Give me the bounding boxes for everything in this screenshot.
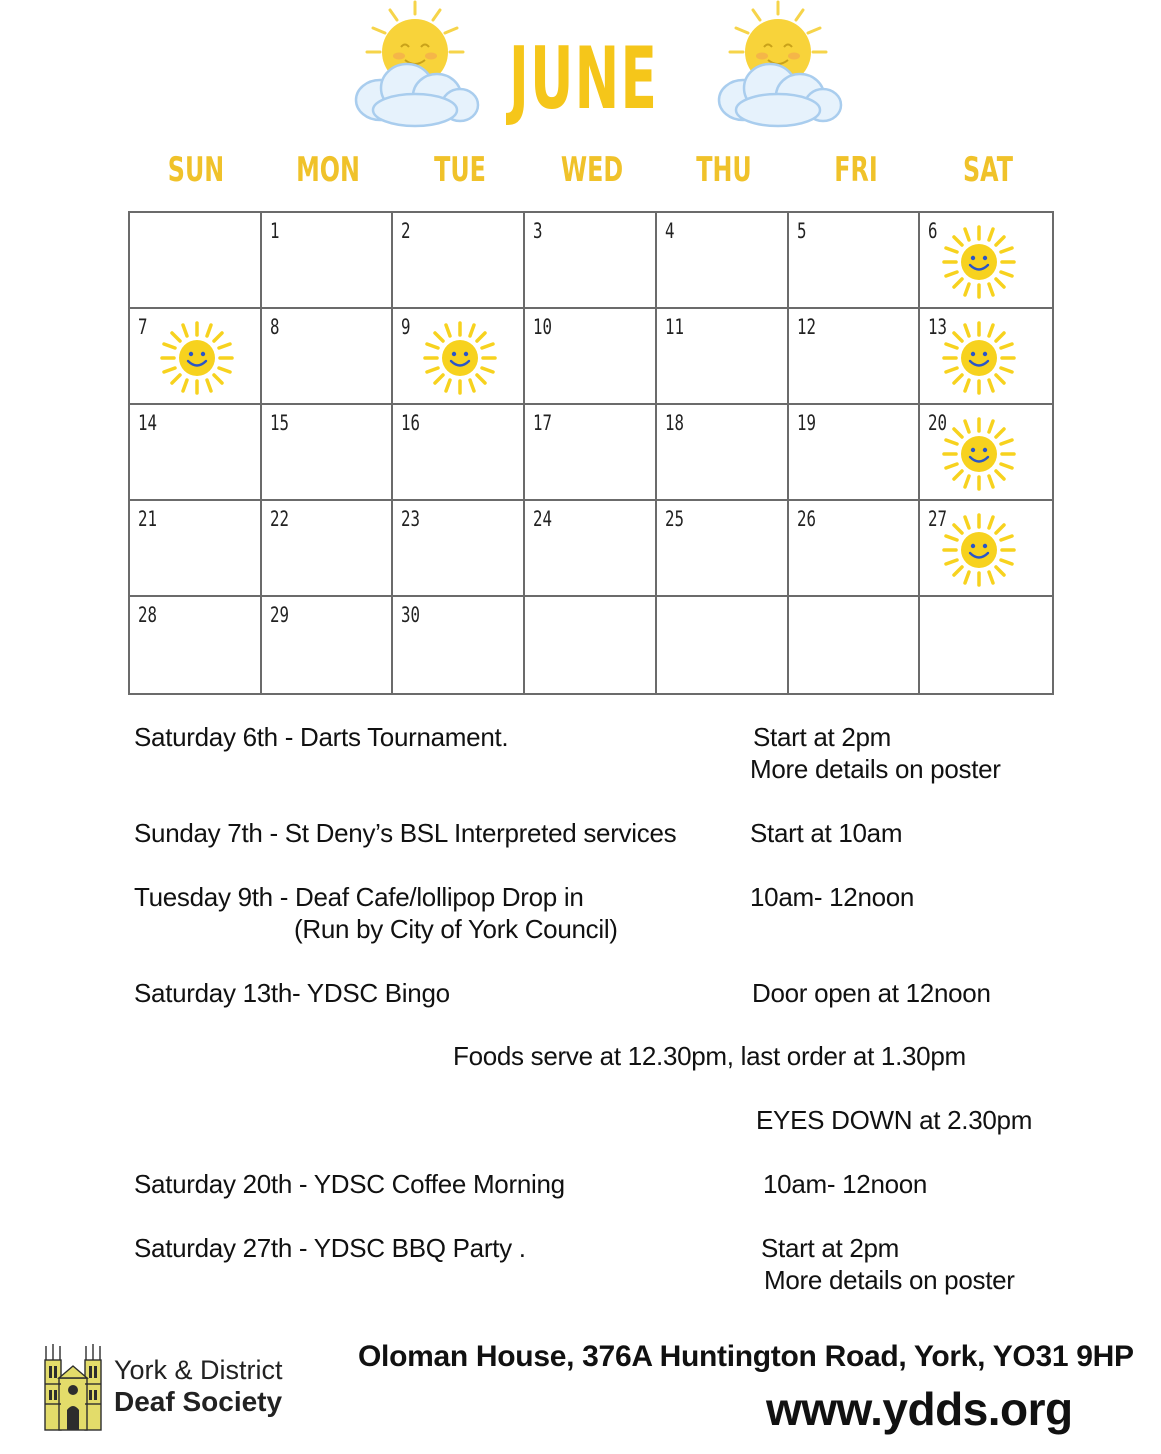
- event-title: Saturday 6th - Darts Tournament.: [134, 722, 509, 752]
- event-title: Tuesday 9th - Deaf Cafe/lollipop Drop in: [134, 882, 584, 912]
- calendar-day-13: [920, 309, 1052, 405]
- weekday-thu: THU: [696, 150, 752, 190]
- day-number: 27: [928, 507, 948, 531]
- day-number: 13: [928, 315, 948, 339]
- sun-icon: [423, 321, 497, 395]
- event-time: Start at 10am: [750, 818, 903, 848]
- event-title: Saturday 13th- YDSC Bingo: [134, 978, 450, 1008]
- calendar-day-28: [130, 597, 262, 693]
- day-number: 17: [533, 411, 553, 435]
- day-number: 22: [269, 507, 289, 531]
- day-number: 8: [269, 315, 280, 339]
- calendar-day-27: [920, 501, 1052, 597]
- day-number: 15: [269, 411, 289, 435]
- day-number: 21: [138, 507, 157, 531]
- day-number: 30: [401, 603, 421, 627]
- day-number: 20: [928, 411, 948, 435]
- calendar-day-20: [920, 405, 1052, 501]
- day-number: 7: [138, 315, 148, 339]
- event-title: Saturday 20th - YDSC Coffee Morning: [134, 1169, 565, 1199]
- york-minster-logo-icon: [42, 1340, 104, 1432]
- weekday-sat: SAT: [963, 150, 1013, 190]
- month-title-text: JUNE: [509, 29, 659, 129]
- calendar-day-24: [525, 501, 657, 597]
- calendar-empty-cell: [789, 597, 921, 693]
- calendar-day-26: [789, 501, 921, 597]
- day-number: 26: [796, 507, 816, 531]
- event-time: 10am- 12noon: [750, 882, 915, 912]
- calendar-day-10: [525, 309, 657, 405]
- calendar-day-4: [657, 213, 789, 309]
- org-name-line2: Deaf Society: [114, 1386, 283, 1417]
- event-detail: EYES DOWN at 2.30pm: [756, 1105, 1033, 1135]
- day-number: 19: [796, 411, 816, 435]
- event-subtitle: (Run by City of York Council): [294, 914, 618, 944]
- calendar-day-30: [393, 597, 525, 693]
- event-note: More details on poster: [764, 1265, 1015, 1295]
- calendar-day-23: [393, 501, 525, 597]
- calendar-day-19: [789, 405, 921, 501]
- day-number: 14: [138, 411, 157, 435]
- calendar-day-15: [262, 405, 394, 501]
- month-title: [505, 18, 705, 128]
- calendar-day-14: [130, 405, 262, 501]
- day-number: 28: [138, 603, 157, 627]
- weekday-fri: FRI: [834, 150, 878, 190]
- day-number: 5: [796, 219, 807, 243]
- weekday-header: [130, 150, 1054, 200]
- calendar-day-2: [393, 213, 525, 309]
- weekday-tue: TUE: [434, 150, 486, 190]
- day-number: 3: [533, 219, 543, 243]
- address: Oloman House, 376A Huntington Road, York, YO31 9HP: [358, 1340, 1134, 1373]
- sun-icon: [942, 321, 1016, 395]
- event-detail: Foods serve at 12.30pm, last order at 1.30pm: [453, 1041, 966, 1071]
- event-time: Door open at 12noon: [752, 978, 991, 1008]
- day-number: 11: [664, 315, 684, 339]
- sun-icon: [942, 417, 1016, 491]
- calendar-day-11: [657, 309, 789, 405]
- calendar-day-7: [130, 309, 262, 405]
- day-number: 29: [269, 603, 289, 627]
- calendar-day-12: [789, 309, 921, 405]
- calendar-day-29: [262, 597, 394, 693]
- weekday-wed: WED: [560, 150, 624, 190]
- calendar-day-16: [393, 405, 525, 501]
- event-time: 10am- 12noon: [763, 1169, 928, 1199]
- calendar-day-9: [393, 309, 525, 405]
- calendar-day-21: [130, 501, 262, 597]
- day-number: 24: [533, 507, 553, 531]
- event-time: Start at 2pm: [761, 1233, 900, 1263]
- day-number: 1: [269, 219, 280, 243]
- day-number: 4: [664, 219, 675, 243]
- day-number: 12: [796, 315, 816, 339]
- calendar-empty-cell: [130, 213, 262, 309]
- weekday-mon: MON: [296, 150, 360, 190]
- sun-cloud-icon: [345, 0, 485, 135]
- weekday-sun: SUN: [167, 150, 225, 190]
- calendar-grid: [128, 211, 1054, 695]
- day-number: 23: [401, 507, 421, 531]
- day-number: 25: [664, 507, 684, 531]
- event-title: Saturday 27th - YDSC BBQ Party .: [134, 1233, 526, 1263]
- event-note: More details on poster: [750, 754, 1001, 784]
- calendar-day-8: [262, 309, 394, 405]
- calendar-day-17: [525, 405, 657, 501]
- event-time: Start at 2pm: [753, 722, 892, 752]
- day-number: 2: [401, 219, 411, 243]
- event-title: Sunday 7th - St Deny’s BSL Interpreted services: [134, 818, 677, 848]
- sun-cloud-icon: [708, 0, 848, 135]
- day-number: 9: [401, 315, 411, 339]
- calendar-day-1: [262, 213, 394, 309]
- day-number: 16: [401, 411, 421, 435]
- calendar-empty-cell: [657, 597, 789, 693]
- org-name-line1: York & District: [114, 1355, 283, 1385]
- calendar-day-22: [262, 501, 394, 597]
- calendar-empty-cell: [525, 597, 657, 693]
- website-link[interactable]: www.ydds.org: [766, 1383, 1073, 1435]
- calendar-day-18: [657, 405, 789, 501]
- calendar-empty-cell: [920, 597, 1052, 693]
- calendar-day-3: [525, 213, 657, 309]
- sun-icon: [160, 321, 234, 395]
- calendar-day-25: [657, 501, 789, 597]
- calendar-day-6: [920, 213, 1052, 309]
- day-number: 6: [928, 219, 938, 243]
- calendar-day-5: [789, 213, 921, 309]
- sun-icon: [942, 225, 1016, 299]
- day-number: 18: [664, 411, 684, 435]
- sun-icon: [942, 513, 1016, 587]
- day-number: 10: [533, 315, 553, 339]
